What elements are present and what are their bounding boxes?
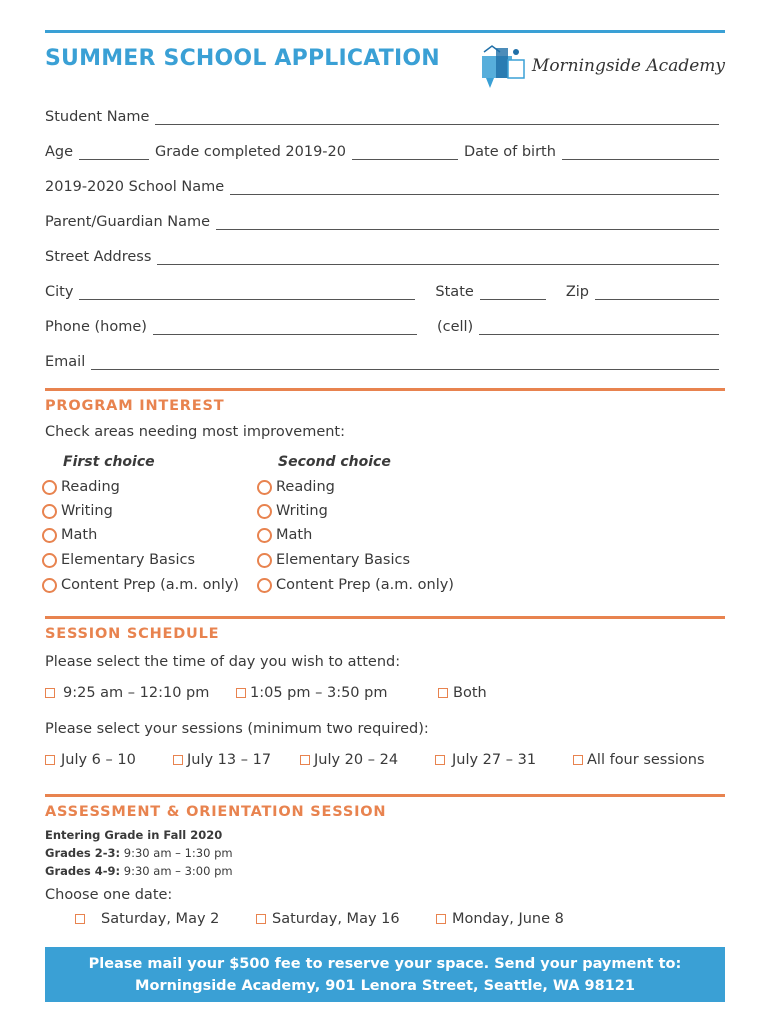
footer-line-1: Please mail your $500 fee to reserve your space. Send your payment to: bbox=[88, 955, 682, 972]
entering-grade: Entering Grade in Fall 2020 bbox=[45, 828, 223, 842]
radio-icon[interactable] bbox=[42, 480, 57, 495]
footer-banner bbox=[45, 947, 725, 1002]
parent-row bbox=[45, 208, 725, 230]
first-choice-heading: First choice bbox=[63, 454, 155, 470]
option-label: Reading bbox=[61, 479, 120, 495]
radio-icon[interactable] bbox=[257, 504, 272, 519]
program-rule bbox=[45, 388, 725, 391]
street-label: Street Address bbox=[45, 249, 152, 265]
second-reading-option[interactable] bbox=[257, 479, 335, 495]
date-may-2-option[interactable] bbox=[75, 911, 219, 927]
option-label: Both bbox=[453, 685, 487, 701]
option-label: 9:25 am – 12:10 pm bbox=[63, 685, 210, 701]
radio-icon[interactable] bbox=[257, 553, 272, 568]
age-label: Age bbox=[45, 144, 74, 160]
program-title: PROGRAM INTEREST bbox=[45, 398, 225, 414]
second-content-prep-option[interactable] bbox=[257, 577, 454, 593]
phone-home-label: Phone (home) bbox=[45, 319, 147, 335]
option-label: Math bbox=[276, 527, 313, 543]
radio-icon[interactable] bbox=[42, 504, 57, 519]
option-label: Monday, June 8 bbox=[452, 911, 564, 927]
checkbox-icon[interactable] bbox=[173, 755, 183, 765]
checkbox-icon[interactable] bbox=[45, 688, 55, 698]
option-label: July 6 – 10 bbox=[61, 752, 136, 768]
option-label: Content Prep (a.m. only) bbox=[61, 577, 239, 593]
grades-2-3 bbox=[45, 846, 233, 860]
option-label: Reading bbox=[276, 479, 335, 495]
zip-field[interactable] bbox=[595, 286, 719, 300]
option-label: Saturday, May 2 bbox=[101, 911, 220, 927]
logo bbox=[478, 42, 725, 90]
option-label: Elementary Basics bbox=[61, 552, 196, 568]
session-july-6-option[interactable] bbox=[45, 752, 136, 768]
option-label: July 20 – 24 bbox=[314, 752, 399, 768]
session-july-13-option[interactable] bbox=[173, 752, 271, 768]
radio-icon[interactable] bbox=[257, 528, 272, 543]
dob-field[interactable] bbox=[562, 146, 719, 160]
state-label: State bbox=[435, 284, 474, 300]
checkbox-icon[interactable] bbox=[435, 755, 445, 765]
city-field[interactable] bbox=[79, 286, 415, 300]
parent-name-label: Parent/Guardian Name bbox=[45, 214, 211, 230]
option-label: Saturday, May 16 bbox=[272, 911, 400, 927]
dob-label: Date of birth bbox=[464, 144, 556, 160]
checkbox-icon[interactable] bbox=[436, 914, 446, 924]
grades-2-3-label: Grades 2-3: bbox=[45, 846, 121, 860]
grades-2-3-time: 9:30 am – 1:30 pm bbox=[123, 846, 233, 860]
time-am-option[interactable] bbox=[45, 685, 209, 701]
school-name-label: 2019-2020 School Name bbox=[45, 179, 225, 195]
radio-icon[interactable] bbox=[42, 553, 57, 568]
option-label: Writing bbox=[61, 503, 113, 519]
phone-cell-label: (cell) bbox=[436, 319, 474, 335]
grades-4-9-label: Grades 4-9: bbox=[45, 864, 121, 878]
email-field[interactable] bbox=[91, 356, 719, 370]
second-math-option[interactable] bbox=[257, 527, 312, 543]
first-writing-option[interactable] bbox=[42, 503, 113, 519]
checkbox-icon[interactable] bbox=[300, 755, 310, 765]
grades-4-9 bbox=[45, 864, 233, 878]
option-label: Math bbox=[61, 527, 98, 543]
student-name-row bbox=[45, 103, 725, 125]
city-label: City bbox=[45, 284, 74, 300]
header bbox=[45, 42, 725, 92]
option-label: Content Prep (a.m. only) bbox=[276, 577, 454, 593]
radio-icon[interactable] bbox=[257, 480, 272, 495]
program-instruction: Check areas needing most improvement: bbox=[45, 424, 346, 440]
schedule-rule bbox=[45, 616, 725, 619]
logo-text: Morningside Academy bbox=[531, 56, 725, 76]
checkbox-icon[interactable] bbox=[236, 688, 246, 698]
second-choice-heading: Second choice bbox=[278, 454, 391, 470]
zip-label: Zip bbox=[565, 284, 589, 300]
street-field[interactable] bbox=[157, 251, 719, 265]
option-label: July 27 – 31 bbox=[452, 752, 537, 768]
session-july-27-option[interactable] bbox=[435, 752, 536, 768]
checkbox-icon[interactable] bbox=[256, 914, 266, 924]
checkbox-icon[interactable] bbox=[573, 755, 583, 765]
age-row bbox=[45, 138, 725, 160]
footer-line-2: Morningside Academy, 901 Lenora Street, Seattle, WA 98121 bbox=[135, 977, 635, 994]
school-name-field[interactable] bbox=[230, 181, 719, 195]
choose-date-label: Choose one date: bbox=[45, 887, 173, 903]
grade-completed-label: Grade completed 2019-20 bbox=[155, 144, 346, 160]
phone-cell-field[interactable] bbox=[479, 321, 719, 335]
top-rule bbox=[45, 30, 725, 33]
date-may-16-option[interactable] bbox=[256, 911, 400, 927]
grade-completed-field[interactable] bbox=[352, 146, 458, 160]
student-name-label: Student Name bbox=[45, 109, 150, 125]
time-pm-option[interactable] bbox=[236, 685, 387, 701]
radio-icon[interactable] bbox=[42, 578, 57, 593]
option-label: All four sessions bbox=[587, 752, 705, 768]
radio-icon[interactable] bbox=[42, 528, 57, 543]
parent-name-field[interactable] bbox=[216, 216, 719, 230]
session-instruction: Please select your sessions (minimum two required): bbox=[45, 721, 429, 737]
schedule-title: SESSION SCHEDULE bbox=[45, 626, 220, 642]
checkbox-icon[interactable] bbox=[75, 914, 85, 924]
first-elementary-option[interactable] bbox=[42, 552, 195, 568]
second-elementary-option[interactable] bbox=[257, 552, 410, 568]
student-name-field[interactable] bbox=[155, 111, 719, 125]
assessment-title: ASSESSMENT & ORIENTATION SESSION bbox=[45, 804, 387, 820]
first-reading-option[interactable] bbox=[42, 479, 120, 495]
phone-home-field[interactable] bbox=[153, 321, 417, 335]
time-instruction: Please select the time of day you wish to attend: bbox=[45, 654, 401, 670]
grades-4-9-time: 9:30 am – 3:00 pm bbox=[123, 864, 233, 878]
time-both-option[interactable] bbox=[438, 685, 487, 701]
street-row bbox=[45, 243, 725, 265]
assessment-rule bbox=[45, 794, 725, 797]
city-row bbox=[45, 278, 725, 300]
age-field[interactable] bbox=[79, 146, 149, 160]
academy-logo-icon bbox=[478, 42, 528, 90]
email-row bbox=[45, 348, 725, 370]
date-june-8-option[interactable] bbox=[436, 911, 564, 927]
phone-row bbox=[45, 313, 725, 335]
option-label: Writing bbox=[276, 503, 328, 519]
state-field[interactable] bbox=[480, 286, 546, 300]
session-july-20-option[interactable] bbox=[300, 752, 398, 768]
checkbox-icon[interactable] bbox=[45, 755, 55, 765]
first-content-prep-option[interactable] bbox=[42, 577, 239, 593]
option-label: 1:05 pm – 3:50 pm bbox=[250, 685, 388, 701]
school-row bbox=[45, 173, 725, 195]
session-all-option[interactable] bbox=[573, 752, 705, 768]
checkbox-icon[interactable] bbox=[438, 688, 448, 698]
first-math-option[interactable] bbox=[42, 527, 97, 543]
option-label: July 13 – 17 bbox=[187, 752, 272, 768]
radio-icon[interactable] bbox=[257, 578, 272, 593]
page-title: SUMMER SCHOOL APPLICATION bbox=[45, 46, 440, 71]
email-label: Email bbox=[45, 354, 86, 370]
option-label: Elementary Basics bbox=[276, 552, 411, 568]
second-writing-option[interactable] bbox=[257, 503, 328, 519]
